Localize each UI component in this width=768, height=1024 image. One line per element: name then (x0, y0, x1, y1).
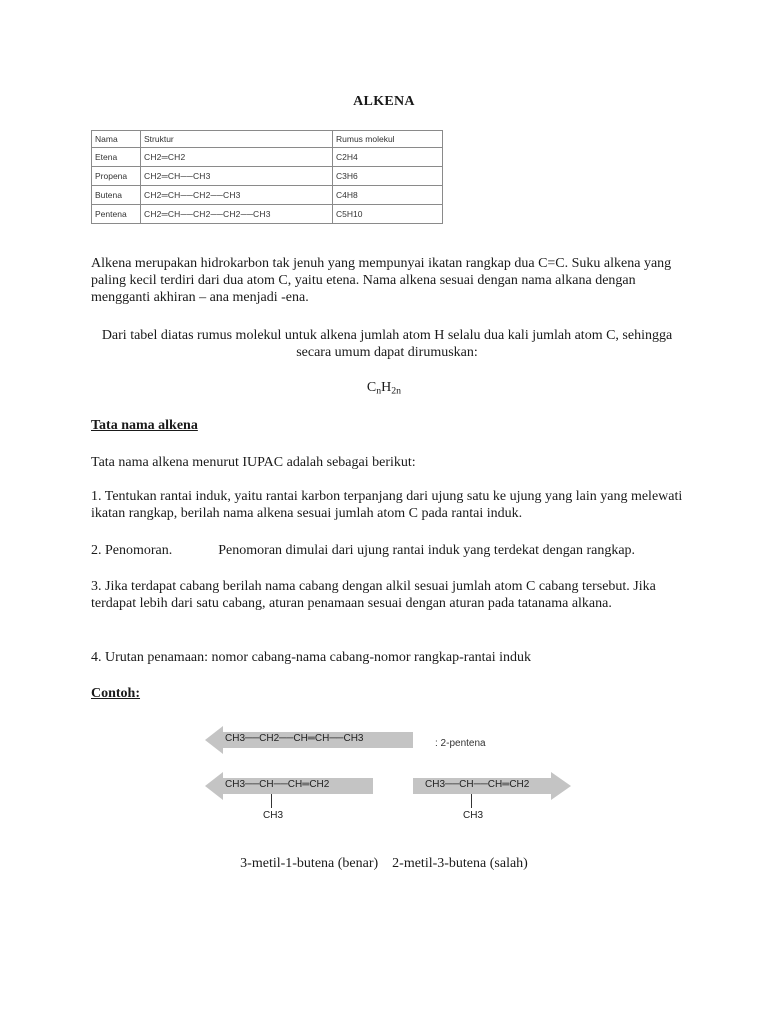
rule-4: 4. Urutan penamaan: nomor cabang-nama cabang-nomor rangkap-rantai induk (91, 650, 532, 665)
example-3-metil-1-butena (205, 772, 375, 832)
formula-h: H (381, 380, 392, 395)
cell-structure: CH2═CH──CH3 (141, 167, 333, 186)
naming-intro: Tata nama alkena menurut IUPAC adalah sebagai berikut: (91, 455, 416, 470)
rule-2-text: Penomoran dimulai dari ujung rantai induk yang terdekat dengan rangkap. (218, 543, 636, 558)
cell-name: Etena (92, 148, 141, 167)
header-rumus-molekul: Rumus molekul (333, 131, 443, 148)
table-header-row (92, 131, 443, 148)
header-nama: Nama (92, 131, 141, 148)
table-row (92, 167, 443, 186)
cell-structure: CH2═CH──CH2──CH3 (141, 186, 333, 205)
rule-2 (91, 542, 683, 559)
cell-structure: CH2═CH2 (141, 148, 333, 167)
table-row (92, 186, 443, 205)
cell-formula: C4H8 (333, 186, 443, 205)
example-heading: Contoh: (91, 686, 141, 701)
alkene-table (91, 130, 443, 224)
intro-paragraph: Alkena merupakan hidrokarbon tak jenuh yang mempunyai ikatan rangkap dua C=C. Suku alkena yang paling kecil terdiri dari dua atom C, yaitu etena. Nama alkena sesuai dengan nama alkana dengan mengganti akhiran – ana menjadi -ena. (91, 256, 672, 305)
cell-name: Butena (92, 186, 141, 205)
example-caption: 3-metil-1-butena (benar) 2-metil-3-butena (salah) (240, 856, 528, 871)
cell-formula: C3H6 (333, 167, 443, 186)
cell-formula: C2H4 (333, 148, 443, 167)
page-title: ALKENA (353, 94, 415, 109)
example-2-pentena (205, 726, 425, 754)
header-struktur: Struktur (141, 131, 333, 148)
rule-2-label: 2. Penomoran. (91, 543, 173, 558)
table-row (92, 205, 443, 224)
branch-bond (471, 794, 472, 808)
general-formula (0, 380, 768, 396)
chain-1-note: : 2-pentena (435, 738, 486, 749)
chain-3: CH3──CH──CH═CH2 (425, 779, 530, 790)
cell-name: Propena (92, 167, 141, 186)
chain-3-branch: CH3 (463, 810, 484, 821)
cell-name: Pentena (92, 205, 141, 224)
table-row (92, 148, 443, 167)
formula-c-sub: n (376, 385, 382, 397)
formula-paragraph: Dari tabel diatas rumus molekul untuk alkena jumlah atom H selalu dua kali jumlah atom C, sehingga secara umum dapat dirumuskan: (101, 328, 673, 360)
formula-c: C (366, 380, 377, 395)
branch-bond (271, 794, 272, 808)
rule-3: 3. Jika terdapat cabang berilah nama cabang dengan alkil sesuai jumlah atom C cabang tersebut. Jika terdapat lebih dari satu cabang, aturan penamaan sesuai dengan aturan pada tatanama alkana. (91, 579, 656, 611)
cell-structure: CH2═CH──CH2──CH2──CH3 (141, 205, 333, 224)
example-2-metil-3-butena (413, 772, 573, 832)
formula-h-sub: 2n (391, 385, 402, 397)
chain-2-branch: CH3 (263, 810, 284, 821)
chain-1: CH3──CH2──CH═CH──CH3 (225, 733, 364, 744)
rule-1: 1. Tentukan rantai induk, yaitu rantai karbon terpanjang dari ujung satu ke ujung yang lain yang melewati ikatan rangkap, berilah nama alkena sesuai jumlah atom C pada rantai induk. (91, 489, 683, 521)
chain-2: CH3──CH──CH═CH2 (225, 779, 330, 790)
naming-heading: Tata nama alkena (91, 418, 198, 433)
cell-formula: C5H10 (333, 205, 443, 224)
